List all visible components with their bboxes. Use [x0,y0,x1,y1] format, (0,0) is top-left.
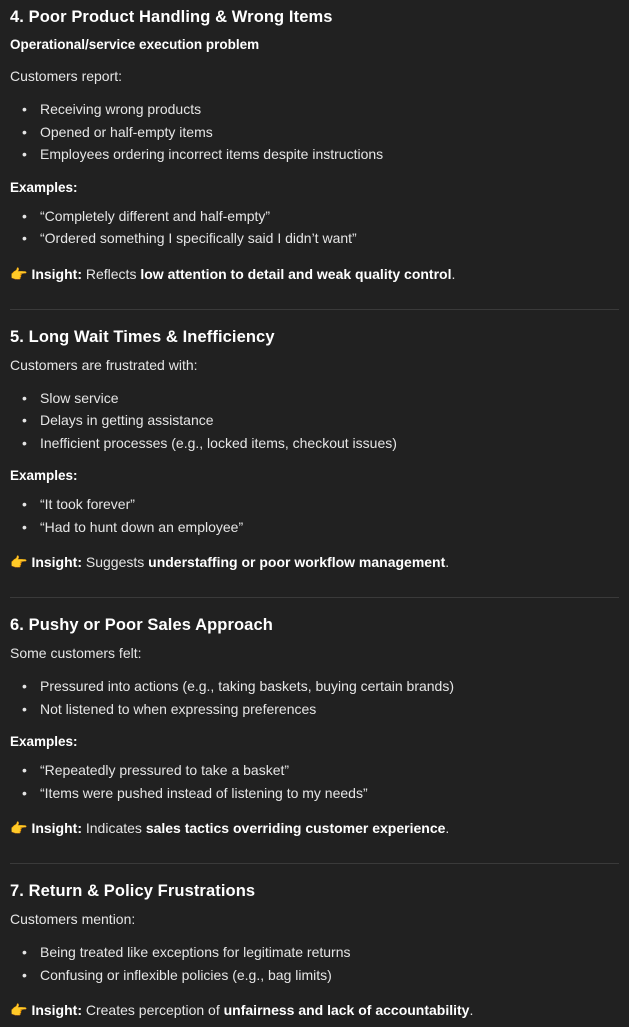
list-item: • Being treated like exceptions for legitimate returns [10,941,619,964]
examples-list [10,493,619,538]
examples-label: Examples: [10,179,78,195]
insight-verb: Reflects [85,265,137,282]
insight-tail: . [445,820,450,836]
insight-verb: Suggests [85,554,145,570]
points-list [10,675,619,720]
section-lead: Customers are frustrated with: [10,356,198,373]
section-title: 6. Pushy or Poor Sales Approach [10,616,273,634]
section-5 [10,328,619,580]
section-divider [10,309,619,310]
list-item: • “Had to hunt down an employee” [10,516,619,539]
list-item: • Inefficient processes (e.g., locked items, checkout issues) [10,432,619,455]
list-item: • Delays in getting assistance [10,409,619,432]
section-6 [10,616,619,845]
insight-emphasis: unfairness and lack of accountability [223,1002,470,1018]
list-item: • Confusing or inflexible policies (e.g., bag limits) [10,964,619,987]
section-title: 5. Long Wait Times & Inefficiency [10,327,275,346]
section-7 [10,882,619,1027]
insight-verb: Indicates [85,820,142,836]
insight-verb: Creates perception of [85,1002,220,1018]
section-lead: Customers report: [10,68,123,84]
insight-line [10,552,619,573]
insight-tail: . [451,265,456,282]
pointing-hand-icon: 👉 [10,554,28,570]
section-lead: Customers mention: [10,911,136,927]
section-title: 4. Poor Product Handling & Wrong Items [10,8,333,26]
insight-emphasis: understaffing or poor workflow management [148,554,446,570]
insight-tail: . [445,554,450,570]
list-item: • Pressured into actions (e.g., taking baskets, buying certain brands) [10,675,619,698]
insight-label: Insight: [31,1002,82,1018]
examples-label: Examples: [10,734,78,749]
section-4 [10,8,619,291]
points-list [10,98,619,166]
points-list [10,941,619,986]
section-divider [10,863,619,864]
list-item: • “Items were pushed instead of listening to my needs” [10,782,619,805]
insight-label: Insight: [31,265,82,282]
pointing-hand-icon: 👉 [10,820,28,836]
list-item: • “Completely different and half-empty” [10,205,619,228]
section-lead: Some customers felt: [10,645,142,661]
list-item: • Receiving wrong products [10,98,619,121]
list-item: • Opened or half-empty items [10,121,619,144]
examples-list [10,759,619,804]
insight-label: Insight: [31,554,82,570]
list-item: • Slow service [10,387,619,410]
section-subtitle: Operational/service execution problem [10,37,260,52]
list-item: • Not listened to when expressing preferences [10,698,619,721]
pointing-hand-icon: 👉 [10,1002,28,1018]
pointing-hand-icon: 👉 [10,265,28,282]
insight-emphasis: sales tactics overriding customer experience [145,820,446,836]
examples-label: Examples: [10,468,78,483]
section-divider [10,597,619,598]
points-list [10,387,619,455]
insight-tail: . [469,1002,474,1018]
section-title: 7. Return & Policy Frustrations [10,882,256,900]
insight-label: Insight: [31,820,82,836]
insight-emphasis: low attention to detail and weak quality control [140,265,452,282]
insight-line [10,818,619,839]
insight-line [10,264,619,285]
list-item: • “Repeatedly pressured to take a basket” [10,759,619,782]
list-item: • “It took forever” [10,493,619,516]
list-item: • Employees ordering incorrect items despite instructions [10,143,619,166]
insight-line [10,1000,619,1021]
list-item: • “Ordered something I specifically said I didn’t want” [10,227,619,250]
examples-list [10,205,619,250]
